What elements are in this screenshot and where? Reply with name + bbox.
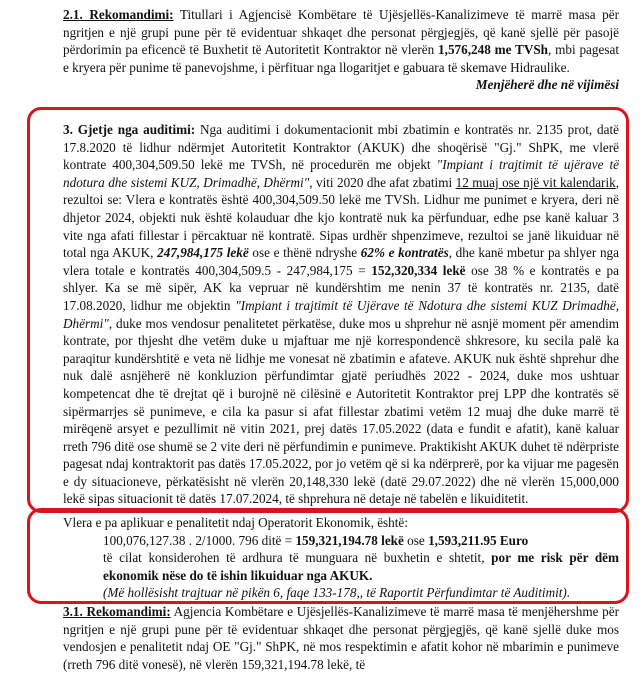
penalty-formula: 100,076,127.38 . 2/1000. 796 ditë = (103, 532, 296, 548)
recommendation-2-1: 2.1. Rekomandimi: Titullari i Agjencisë Kombëtare të Ujësjellës-Kanalizimeve të marrë masa për ngritjen e një grupi pune për të evidentuar shkaqet dhe personat përgjegjës, që kanë sjellë për pasojë përdorimin pa eficencë të Buxhetit të Autoritetit Kontraktor në vlerën 1,576,248 me TVSh, mbi pagesat e kryera për punime të panevojshme, i përfituar nga llogaritjet e gabuara të skemave Hidraulike. Menjëherë dhe në vijimësi (63, 7, 620, 93)
penalty-block: Vlera e pa aplikuar e penalitetit ndaj Operatorit Ekonomik, është: 100,076,127.38 . 2/1000. 796 ditë = 159,321,194.78 lekë ose 1,593,211.95 Euro të cilat konsiderohen të ardhura të munguara në buxhetin e shtetit, por me risk për dëm ekonomik nëse do të ishin likuiduar nga AKUK. (Më hollësisht trajtuar në pikën 6, faqe 133-178,, të Raportit Përfundimtar të Auditimit). (63, 515, 619, 601)
finding-heading: 3. Gjetje nga auditimi: (63, 122, 196, 137)
remaining-amount: 152,320,334 lekë (371, 262, 466, 278)
audit-finding: 3. Gjetje nga auditimi: Nga auditimi i dokumentacionit mbi zbatimin e kontratës nr. 2135 prot, datë 17.8.2020 të lidhur ndërmjet Autoritetit Kontraktor (AKUK) dhe shoqërisë "Gj." ShPK, me vlerë kontrate 400,304,509.50 lekë me TVSh, në procedurën me objekt "Impiant i trajtimit të ujërave të ndotura dhe sistemi KUZ, Drimadhë, Dhërmi", viti 2020 dhe afat zbatimi 12 muaj ose një vit kalendarik, rezultoi se: Vlera e kontratës është 400,304,509.50 lekë me TVSh. Lidhur me punimet e kryera, deri në dhjetor 2024, objekti nuk është kolauduar dhe kjo kontratë nuk ka përfunduar, edhe pse kanë kaluar 3 vite nga afati fillestar i përcaktuar në kontratë. Sipas urdhër shpenzimeve, rezultoi se janë likuiduar në total nga AKUK, 247,984,175 lekë ose e thënë ndryshe 62% e kontratës, dhe kanë mbetur pa shlyer nga vlera totale e kontratës 400,304,509.5 - 247,984,175 = 152,320,334 lekë ose 38 % e kontratës e pa shlyer. Ka se më sipër, AK ka vepruar në kundërshtim me nenin 37 të kontratës nr. 2135, datë 17.08.2020, lidhur me objektin "Impiant i trajtimit të Ujërave të Ndotura dhe sistemi KUZ Drimadhë, Dhërmi", duke mos vendosur penalitetet përkatëse, duke mos u shprehur në asnjë moment për amendim kontrate, por thjesht dhe vetëm duke u mjaftuar me një korrespondencë shkresore, ku secila palë ka paraqitur kundërshtitë e veta në lidhje me vonesat në zbatimin e afateve. AKUK nuk është shprehur dhe nuk dalë asnjëherë në konkluzion përfundimtar gjatë periudhës 2022 - 2024, duke mos ushtuar kompetencat dhe të drejtat që i burojnë në cilësinë e Autoritetit Kontraktor prej LPP dhe kontratës së sipërmarrjes së punimeve, e cila ka pasur si afat fillestar zbatimi vetëm 12 muaj dhe duke marrë të mirëqenë arsyet e pezullimit në vitin 2021, prej datës 17.05.2022 (data e fundit e afatit), kanë kaluar rreth 796 ditë ose shumë se 2 vite deri në përfundimin e punimeve. Praktikisht AKUK duhet të ndërpriste pagesat ndaj kontraktorit pas datës 17.05.2022, por jo vetëm që si ka ndërprerë, por ka vijuar me pagesën e dy situacioneve, përkatësisht në vlerën 20,148,330 lekë (datë 29.07.2022) dhe në vlerën 15,000,000 lekë sipas situacionit të datës 17.07.2024, të shprehura në detaje në tabelën e likuiditetit. (63, 122, 619, 507)
project-object-2: "Impiant i trajtimit të Ujërave të Ndotura dhe sistemi KUZ Drimadhë, Dhërmi" (63, 297, 619, 331)
highlight-frame-penalty (27, 508, 629, 604)
penalty-euro: 1,593,211.95 Euro (428, 532, 529, 548)
project-object: "Impiant i trajtimit të ujërave të ndotura dhe sistemi KUZ, Drimadhë, Dhërmi" (63, 157, 619, 190)
section-heading: 2.1. Rekomandimi: (63, 7, 174, 22)
timing-note: Menjëherë dhe në vijimësi (475, 77, 619, 93)
recommendation-3-1: 3.1. Rekomandimi: Agjencia Kombëtare e Ujësjellës-Kanalizimeve të marrë masa të menjëhershme për ngritjen e një grupi pune për të evidentuar shkaqet dhe personat përgjegjës, që kanë sjellë duke mos vendosjen e penalitetit ndaj OE "Gj." ShPK, në mos respektimin e afatit kohor në mbarimin e punimeve (rreth 796 ditë vonesë), në vlerën 159,321,194.78 lekë, të (63, 604, 619, 672)
highlight-frame-finding (27, 107, 629, 513)
amount-highlight: 1,576,248 me TVSh (438, 42, 549, 58)
deadline-text: 12 muaj ose një vit kalendarik (455, 174, 616, 190)
paid-percent: 62% e kontratës (360, 245, 449, 261)
section-heading-3-1: 3.1. Rekomandimi: (63, 604, 171, 619)
paid-amount: 247,984,175 lekë (157, 245, 249, 261)
risk-text: por me risk për dëm ekonomik nëse do të ishin likuiduar nga AKUK. (103, 550, 619, 583)
penalty-lek: 159,321,194.78 lekë (295, 532, 404, 548)
penalty-intro: Vlera e pa aplikuar e penalitetit ndaj Operatorit Ekonomik, është: (63, 515, 408, 530)
reference-note: (Më hollësisht trajtuar në pikën 6, faqe 133-178,, të Raportit Përfundimtar të Auditimit). (103, 585, 571, 601)
